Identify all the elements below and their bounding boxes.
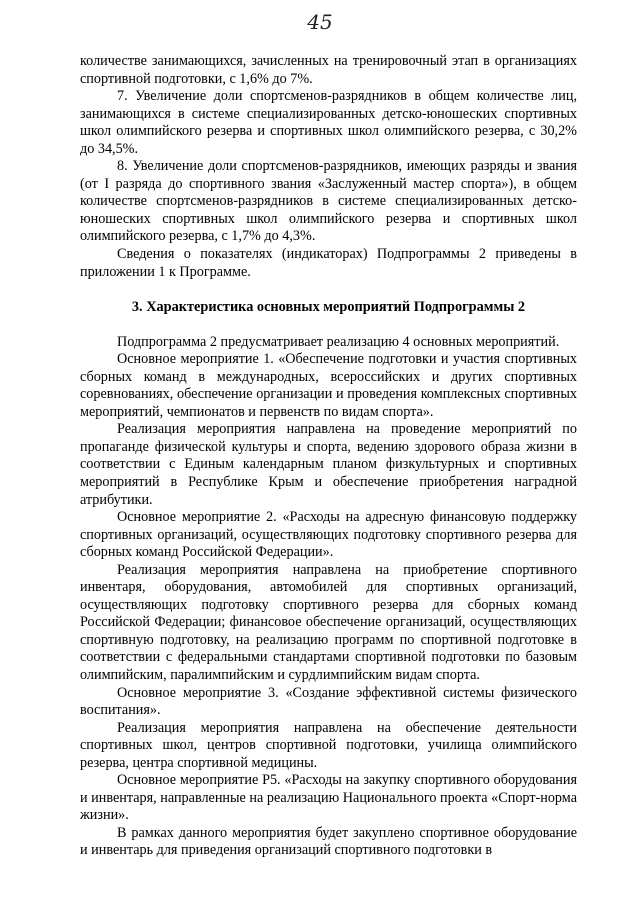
document-body <box>80 53 577 860</box>
paragraph-measure-2-implementation: Реализация мероприятия направлена на приобретение спортивного инвентаря, оборудования, автомобилей для спортивных организаций, осуществляющих подготовку спортивного резерва для сборных команд Российской Федерации; финансовое обеспечение организаций, осуществляющих спортивную подготовку, на реализацию программ по спортивной подготовке в соответствии с федеральными стандартами спортивной подготовки по базовым олимпийским, паралимпийским и сурдлимпийским видам спорта. <box>80 561 577 683</box>
paragraph-measure-1-implementation: Реализация мероприятия направлена на проведение мероприятий по пропаганде физической культуры и спорта, ведению здорового образа жизни в соответствии с Единым календарным планом физкультурных и спортивных мероприятий в Республике Крым и обеспечение приобретения наградной атрибутики. <box>80 421 577 508</box>
page-number: 45 <box>307 10 333 34</box>
section-heading: 3. Характеристика основных мероприятий Подпрограммы 2 <box>131 299 526 316</box>
paragraph-continuation: количестве занимающихся, зачисленных на тренировочный этап в организациях спортивной подготовки, с 1,6% до 7%. <box>80 53 577 87</box>
paragraph-measure-p5-implementation: В рамках данного мероприятия будет закуплено спортивное оборудование и инвентарь для приведения организаций спортивного подготовки в <box>80 824 577 859</box>
paragraph-measure-3: Основное мероприятие 3. «Создание эффективной системы физического воспитания». <box>80 684 577 719</box>
paragraph-indicator-8: 8. Увеличение доли спортсменов-разрядников, имеющих разряды и звания (от I разряда до спортивного звания «Заслуженный мастер спорта»), в общем количестве спортсменов-разрядников в системе специализированных детско-юношеских спортивных школ олимпийского резерва и спортивных школ олимпийского резерва, с 1,7% до 4,3%. <box>80 158 577 245</box>
paragraph-intro: Подпрограмма 2 предусматривает реализацию 4 основных мероприятий. <box>117 333 560 350</box>
paragraph-measure-2: Основное мероприятие 2. «Расходы на адресную финансовую поддержку спортивных организаций, осуществляющих подготовку спортивного резерва для сборных команд Российской Федерации». <box>80 509 577 561</box>
paragraph-measure-3-implementation: Реализация мероприятия направлена на обеспечение деятельности спортивных школ, центров спортивной подготовки, училища олимпийского резерва, центра спортивной медицины. <box>80 719 577 771</box>
paragraph-indicator-7: 7. Увеличение доли спортсменов-разрядников в общем количестве лиц, занимающихся в системе специализированных детско-юношеских спортивных школ олимпийского резерва и спортивных школ олимпийского резерва, с 30,2% до 34,5%. <box>80 88 577 157</box>
paragraph-indicators-reference: Сведения о показателях (индикаторах) Подпрограммы 2 приведены в приложении 1 к Программе. <box>80 246 577 280</box>
paragraph-measure-1: Основное мероприятие 1. «Обеспечение подготовки и участия спортивных сборных команд в международных, всероссийских и других спортивных соревнованиях, обеспечение организации и проведения комплексных спортивных мероприятий, чемпионатов и первенств по видам спорта». <box>80 351 577 420</box>
paragraph-measure-p5: Основное мероприятие Р5. «Расходы на закупку спортивного оборудования и инвентаря, направленные на реализацию Национального проекта «Спорт-норма жизни». <box>80 772 577 824</box>
